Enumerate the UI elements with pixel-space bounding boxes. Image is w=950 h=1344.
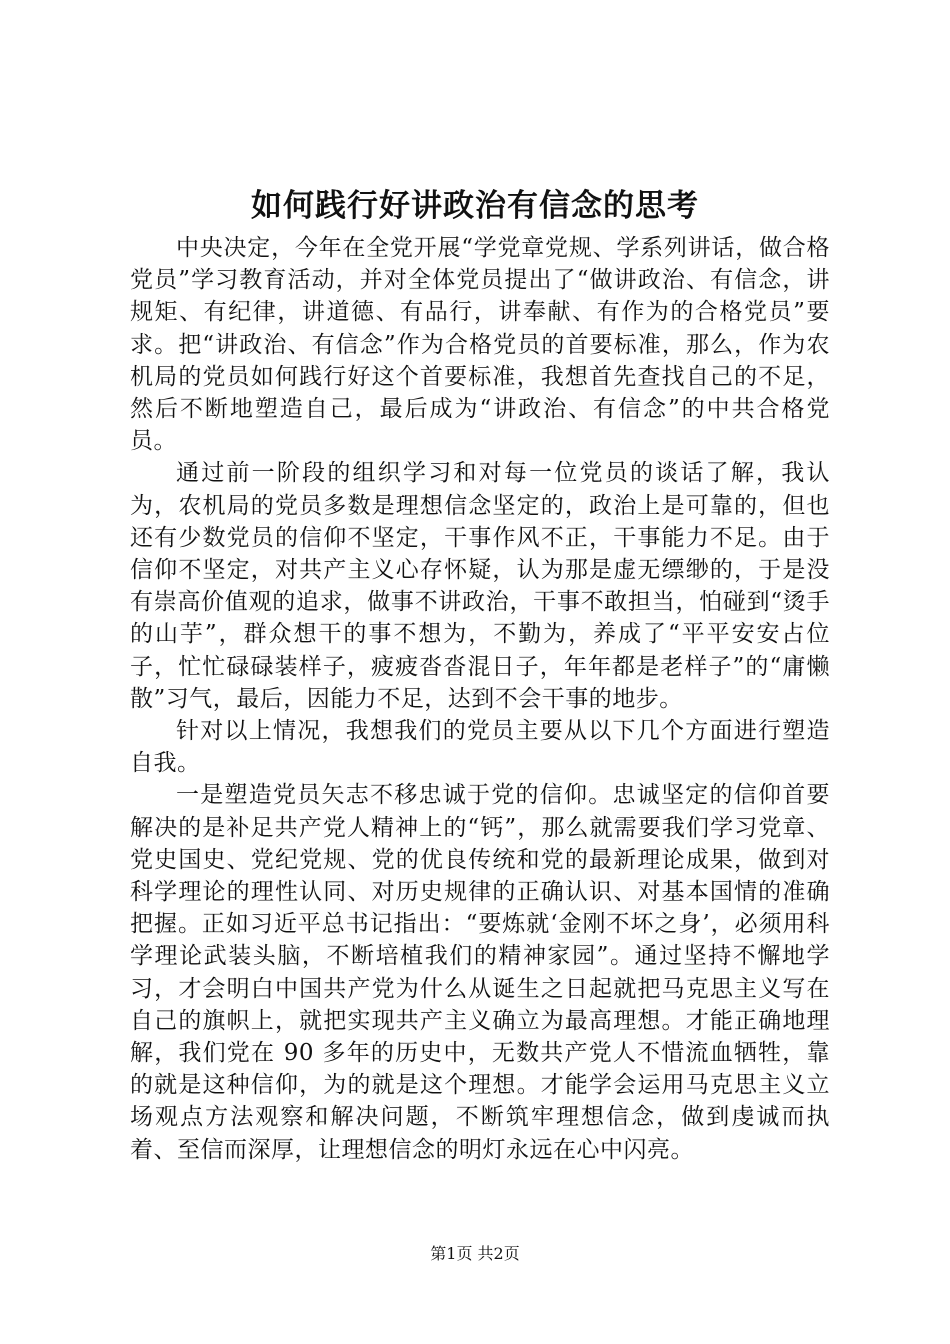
paragraph-4: 一是塑造党员矢志不移忠诚于党的信仰。忠诚坚定的信仰首要解决的是补足共产党人精神上的“钙”，那么就需要我们学习党章、党史国史、党纪党规、党的优良传统和党的最新理论成果，做到对科学理论的理性认同、对历史规律的正确认识、对基本国情的准确把握。正如习近平总书记指出：“要炼就‘金刚不坏之身’，必须用科学理论武装头脑，不断培植我们的精神家园”。通过坚持不懈地学习，才会明白中国共产党为什么从诞生之日起就把马克思主义写在自己的旗帜上，就把实现共产主义确立为最高理想。才能正确地理解，我们党在 90 多年的历史中，无数共产党人不惜流血牺牲，靠的就是这种信仰，为的就是这个理想。才能学会运用马克思主义立场观点方法观察和解决问题，不断筑牢理想信念，做到虔诚而执着、至信而深厚，让理想信念的明灯永远在心中闪亮。 bbox=[130, 782, 830, 1163]
paragraph-3: 针对以上情况，我想我们的党员主要从以下几个方面进行塑造自我。 bbox=[130, 718, 830, 777]
document-title: 如何践行好讲政治有信念的思考 bbox=[251, 188, 699, 224]
page-footer: 第1页 共2页 bbox=[430, 1244, 520, 1263]
document-body bbox=[130, 232, 830, 1166]
paragraph-2: 通过前一阶段的组织学习和对每一位党员的谈话了解，我认为，农机局的党员多数是理想信念坚定的，政治上是可靠的，但也还有少数党员的信仰不坚定，干事作风不正，干事能力不足。由于信仰不坚定，对共产主义心存怀疑，认为那是虚无缥缈的，于是没有崇高价值观的追求，做事不讲政治，干事不敢担当，怕碰到“烫手的山芋”，群众想干的事不想为，不勤为，养成了“平平安安占位子，忙忙碌碌装样子，疲疲沓沓混日子，年年都是老样子”的“庸懒散”习气，最后，因能力不足，达到不会干事的地步。 bbox=[130, 460, 830, 712]
paragraph-1: 中央决定，今年在全党开展“学党章党规、学系列讲话，做合格党员”学习教育活动，并对全体党员提出了“做讲政治、有信念，讲规矩、有纪律，讲道德、有品行，讲奉献、有作为的合格党员”要求。把“讲政治、有信念”作为合格党员的首要标准，那么，作为农机局的党员如何践行好这个首要标准，我想首先查找自己的不足，然后不断地塑造自己，最后成为“讲政治、有信念”的中共合格党员。 bbox=[130, 235, 830, 455]
